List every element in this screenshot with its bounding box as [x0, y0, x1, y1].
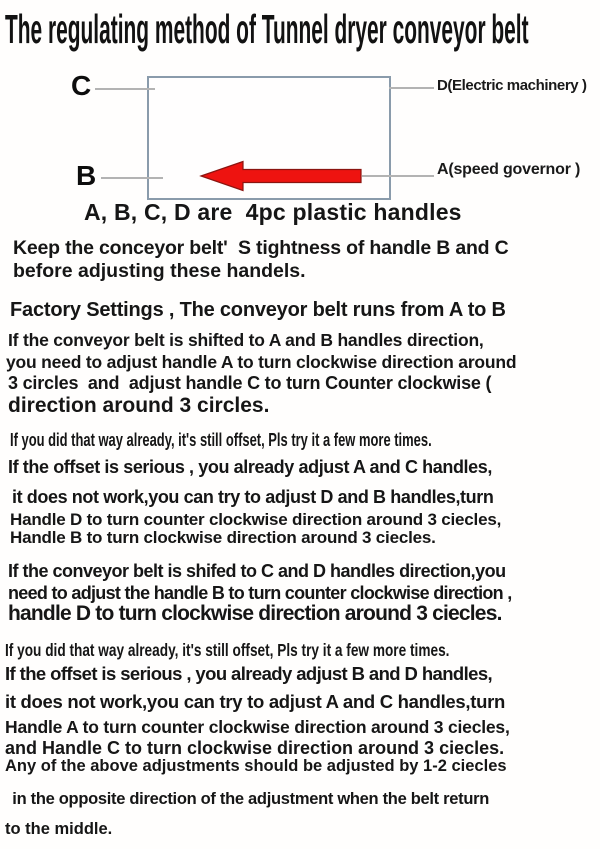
instruction-line: handle D to turn clockwise direction around 3 ciecles. [8, 602, 502, 625]
instruction-line: If the offset is serious , you already adjust B and D handles, [5, 663, 493, 684]
instruction-line: Any of the above adjustments should be adjusted by 1-2 ciecles [5, 757, 507, 775]
page-title: The regulating method of Tunnel dryer conveyor belt [5, 6, 529, 52]
connector-line-c [95, 88, 155, 90]
instruction-line: Factory Settings , The conveyor belt runs from A to B [10, 299, 506, 321]
instruction-line: it does not work,you can try to adjust D and B handles,turn [12, 487, 494, 507]
handle-b-label: B [76, 160, 97, 191]
belt-direction-left-arrow-icon [199, 159, 363, 194]
instruction-line: If you did that way already, it's still offset, Pls try it a few more times. [10, 429, 432, 450]
connector-line-a [362, 175, 434, 177]
instruction-line: If the conveyor belt is shifed to C and D handles direction,you [8, 561, 506, 581]
instruction-line: Handle B to turn clockwise direction around 3 ciecles. [10, 528, 436, 547]
handles-caption: A, B, C, D are 4pc plastic handles [84, 199, 462, 225]
instruction-line: and Handle C to turn clockwise direction around 3 ciecles. [5, 738, 505, 758]
instruction-line: in the opposite direction of the adjustment when the belt return [8, 790, 490, 808]
instruction-line: If the offset is serious , you already adjust A and C handles, [8, 457, 492, 477]
instruction-line: 3 circles and adjust handle C to turn Counter clockwise ( [8, 373, 492, 393]
instruction-line: Handle D to turn counter clockwise direction around 3 ciecles, [10, 510, 502, 529]
handle-c-label: C [71, 70, 92, 101]
instruction-line: need to adjust the handle B to turn counter clockwise direction , [8, 583, 512, 603]
instruction-line: Handle A to turn counter clockwise direction around 3 ciecles, [5, 717, 510, 737]
instruction-line: Keep the conceyor belt' S tightness of handle B and C [13, 237, 509, 259]
instruction-line: it does not work,you can try to adjust A and C handles,turn [5, 691, 506, 712]
connector-line-b [101, 177, 163, 179]
instruction-line: If you did that way already, it's still offset, Pls try it a few more times. [5, 640, 450, 660]
speed-governor-label: A(speed governor ) [437, 161, 581, 178]
instruction-line: to the middle. [5, 820, 113, 838]
instruction-line: before adjusting these handels. [13, 260, 306, 282]
instruction-line: If the conveyor belt is shifted to A and B handles direction, [8, 330, 484, 350]
instruction-line: you need to adjust handle A to turn clockwise direction around [6, 352, 517, 372]
electric-machinery-label: D(Electric machinery ) [437, 77, 587, 94]
connector-line-d [389, 87, 434, 89]
instruction-line: direction around 3 circles. [8, 394, 270, 417]
